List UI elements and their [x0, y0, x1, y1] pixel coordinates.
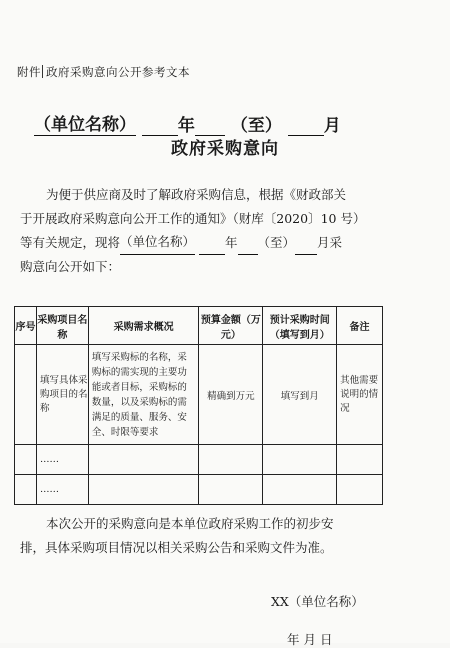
table-row: [15, 445, 383, 475]
cell-time: [263, 475, 337, 505]
title-year: 年: [177, 116, 195, 136]
cell-requirements: 填写采购标的名称，采购标的需实现的主要功能或者目标，采购标的数量，以及采购标的需满足的质量、服务、安全、时限等要求: [88, 345, 199, 445]
cell-note: 其他需要说明的情况: [337, 345, 383, 445]
procurement-table: [14, 306, 383, 505]
attachment-line: [17, 64, 190, 80]
cell-budget: 精确到万元: [199, 345, 263, 445]
header-note: 备注: [337, 307, 383, 345]
cell-project-name: ……: [36, 445, 88, 475]
table-header-row: [15, 307, 383, 345]
cell-budget: [199, 445, 263, 475]
cell-note: [337, 475, 383, 505]
intro-paragraph: [20, 183, 430, 278]
cell-requirements: [88, 445, 199, 475]
cell-requirements: [88, 475, 199, 505]
header-time: 预计采购时间（填写到月）: [263, 307, 337, 345]
cell-no: [15, 475, 37, 505]
title-line: [34, 110, 450, 136]
intro-year-blank: [199, 254, 225, 255]
attachment-label: 附件: [17, 65, 41, 79]
intro-to: （至）: [257, 235, 296, 250]
intro-line-2: 于开展政府采购意向公开工作的通知》（财库〔2020〕10 号）: [20, 210, 366, 226]
signature-date: 年 月 日: [287, 632, 333, 647]
intro-month: 月采: [317, 235, 343, 250]
title-to: （至）: [230, 116, 282, 136]
header-no: 序号: [15, 307, 37, 345]
header-requirements: 采购需求概况: [88, 307, 199, 345]
cursor-divider: [42, 65, 43, 78]
title-unit-name: （单位名称）: [34, 110, 136, 136]
cell-project-name: ……: [36, 475, 88, 505]
signature-unit: XX（单位名称）: [271, 594, 364, 609]
intro-line-3: [20, 230, 430, 255]
cell-budget: [199, 475, 263, 505]
closing-line-2: 排，具体采购项目情况以相关采购公告和采购文件为准。: [20, 539, 333, 555]
closing-paragraph: [20, 512, 430, 559]
title-month: 月: [323, 116, 341, 136]
cell-time: [263, 445, 337, 475]
intro-month-blank: [238, 254, 258, 255]
intro-unit-name: （单位名称）: [120, 230, 195, 255]
closing-line-1: 本次公开的采购意向是本单位政府采购工作的初步安: [46, 516, 334, 531]
cell-no: [15, 445, 37, 475]
intro-line-1: 为便于供应商及时了解政府采购信息，根据《财政部关: [46, 187, 347, 202]
intro-year: 年: [225, 235, 238, 250]
cell-time: 填写到月: [263, 345, 337, 445]
intro-month-to-blank: [295, 254, 317, 255]
table-row: [15, 475, 383, 505]
table-row: [15, 345, 383, 445]
intro-line-4: 购意向公开如下：: [20, 258, 121, 274]
page-subtitle: 政府采购意向: [171, 139, 279, 159]
intro-line-3-prefix: 等有关规定，现将: [20, 235, 121, 250]
cell-note: [337, 445, 383, 475]
cell-project-name: 填写具体采购项目的名称: [36, 345, 88, 445]
cell-no: [15, 345, 37, 445]
header-project-name: 采购项目名称: [36, 307, 88, 345]
attachment-text: 政府采购意向公开参考文本: [46, 65, 190, 79]
header-budget: 预算金额（万元）: [199, 307, 263, 345]
